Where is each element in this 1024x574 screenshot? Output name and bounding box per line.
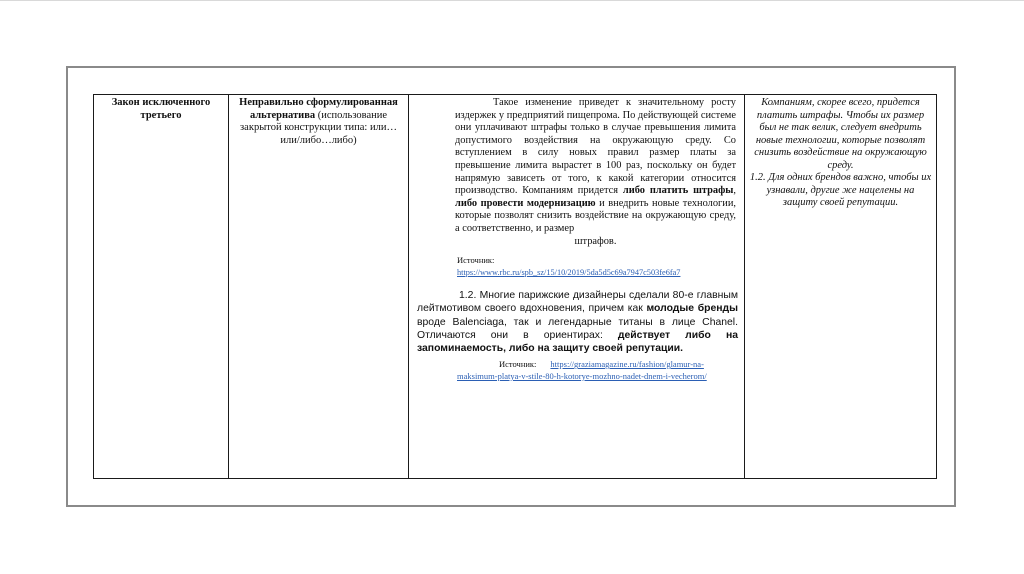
comment-1: Компаниям, скорее всего, придется платить штрафы. Чтобы их размер был не так велик, следует внедрить новые технологии, которые позволят снизить воздействие на окружающую среду. [754,97,927,171]
source-link-2[interactable]: https://graziamagazine.ru/fashion/glamur-na-maksimum-platya-v-stile-80-h-kotorye-mozhno-nadet-dnem-i-vecherom/ [457,359,707,381]
example-1-sep: , [733,185,736,197]
law-text: Закон исключенного третьего [111,97,211,121]
source-link-1[interactable]: https://www.rbc.ru/spb_sz/15/10/2019/5da5d5c69a7947c503fe6fa7 [457,267,681,277]
table-row [94,95,937,479]
source-label-1: Источник: [457,255,495,266]
slide-top-border [0,0,1024,1]
error-cell [229,95,409,479]
example-2-bold-2: действует либо на запоминаемость, либо на защиту своей репутации. [417,329,739,354]
source-2 [457,359,740,382]
example-1-end: штрафов. [574,235,617,247]
error-title: Неправильно сформулированная альтернатива [239,97,398,121]
example-1-bold-1: либо платить штрафы [622,185,734,197]
example-2-mid: вроде Balenciaga, так и легендарные титаны в лице Chanel. Отличаются они в ориентирах: [417,316,738,341]
example-1-part: Такое изменение приведет к значительному росту издержек у предприятий пищепрома. По действующей системе они уплачивают штрафы только в случае превышения лимита допустимого воздействия на окружающую среду. Со вступлением в силу новых правил размер платы за превышение лимита вырастет в 100 раз, поскольку он будет напрямую зависеть от того, к какой категории относится производство. Компаниям придется [455,97,736,197]
comment-cell [745,95,937,479]
logic-errors-table [93,94,937,479]
example-1-bold-2: либо провести модернизацию [455,197,596,209]
error-description: (использование закрытой конструкции типа: или…или/либо…либо) [240,109,397,146]
example-2-text [417,289,738,355]
source-label-2: Источник: [499,359,537,370]
example-1-text [413,97,740,248]
example-2-part: 1.2. Многие парижские дизайнеры сделали 80-е главным лейтмотивом своего вдохновения, причем как [417,290,738,315]
law-cell [94,95,229,479]
example-2-bold-1: молодые бренды [646,303,738,315]
comment-2: 1.2. Для одних брендов важно, чтобы их узнавали, другие же нацелены на защиту своей репутации. [749,172,932,208]
example-1-tail: и внедрить новые технологии, которые позволят снизить воздействие на окружающую среду, а соответственно, и размер [455,197,736,234]
example-cell [409,95,745,479]
